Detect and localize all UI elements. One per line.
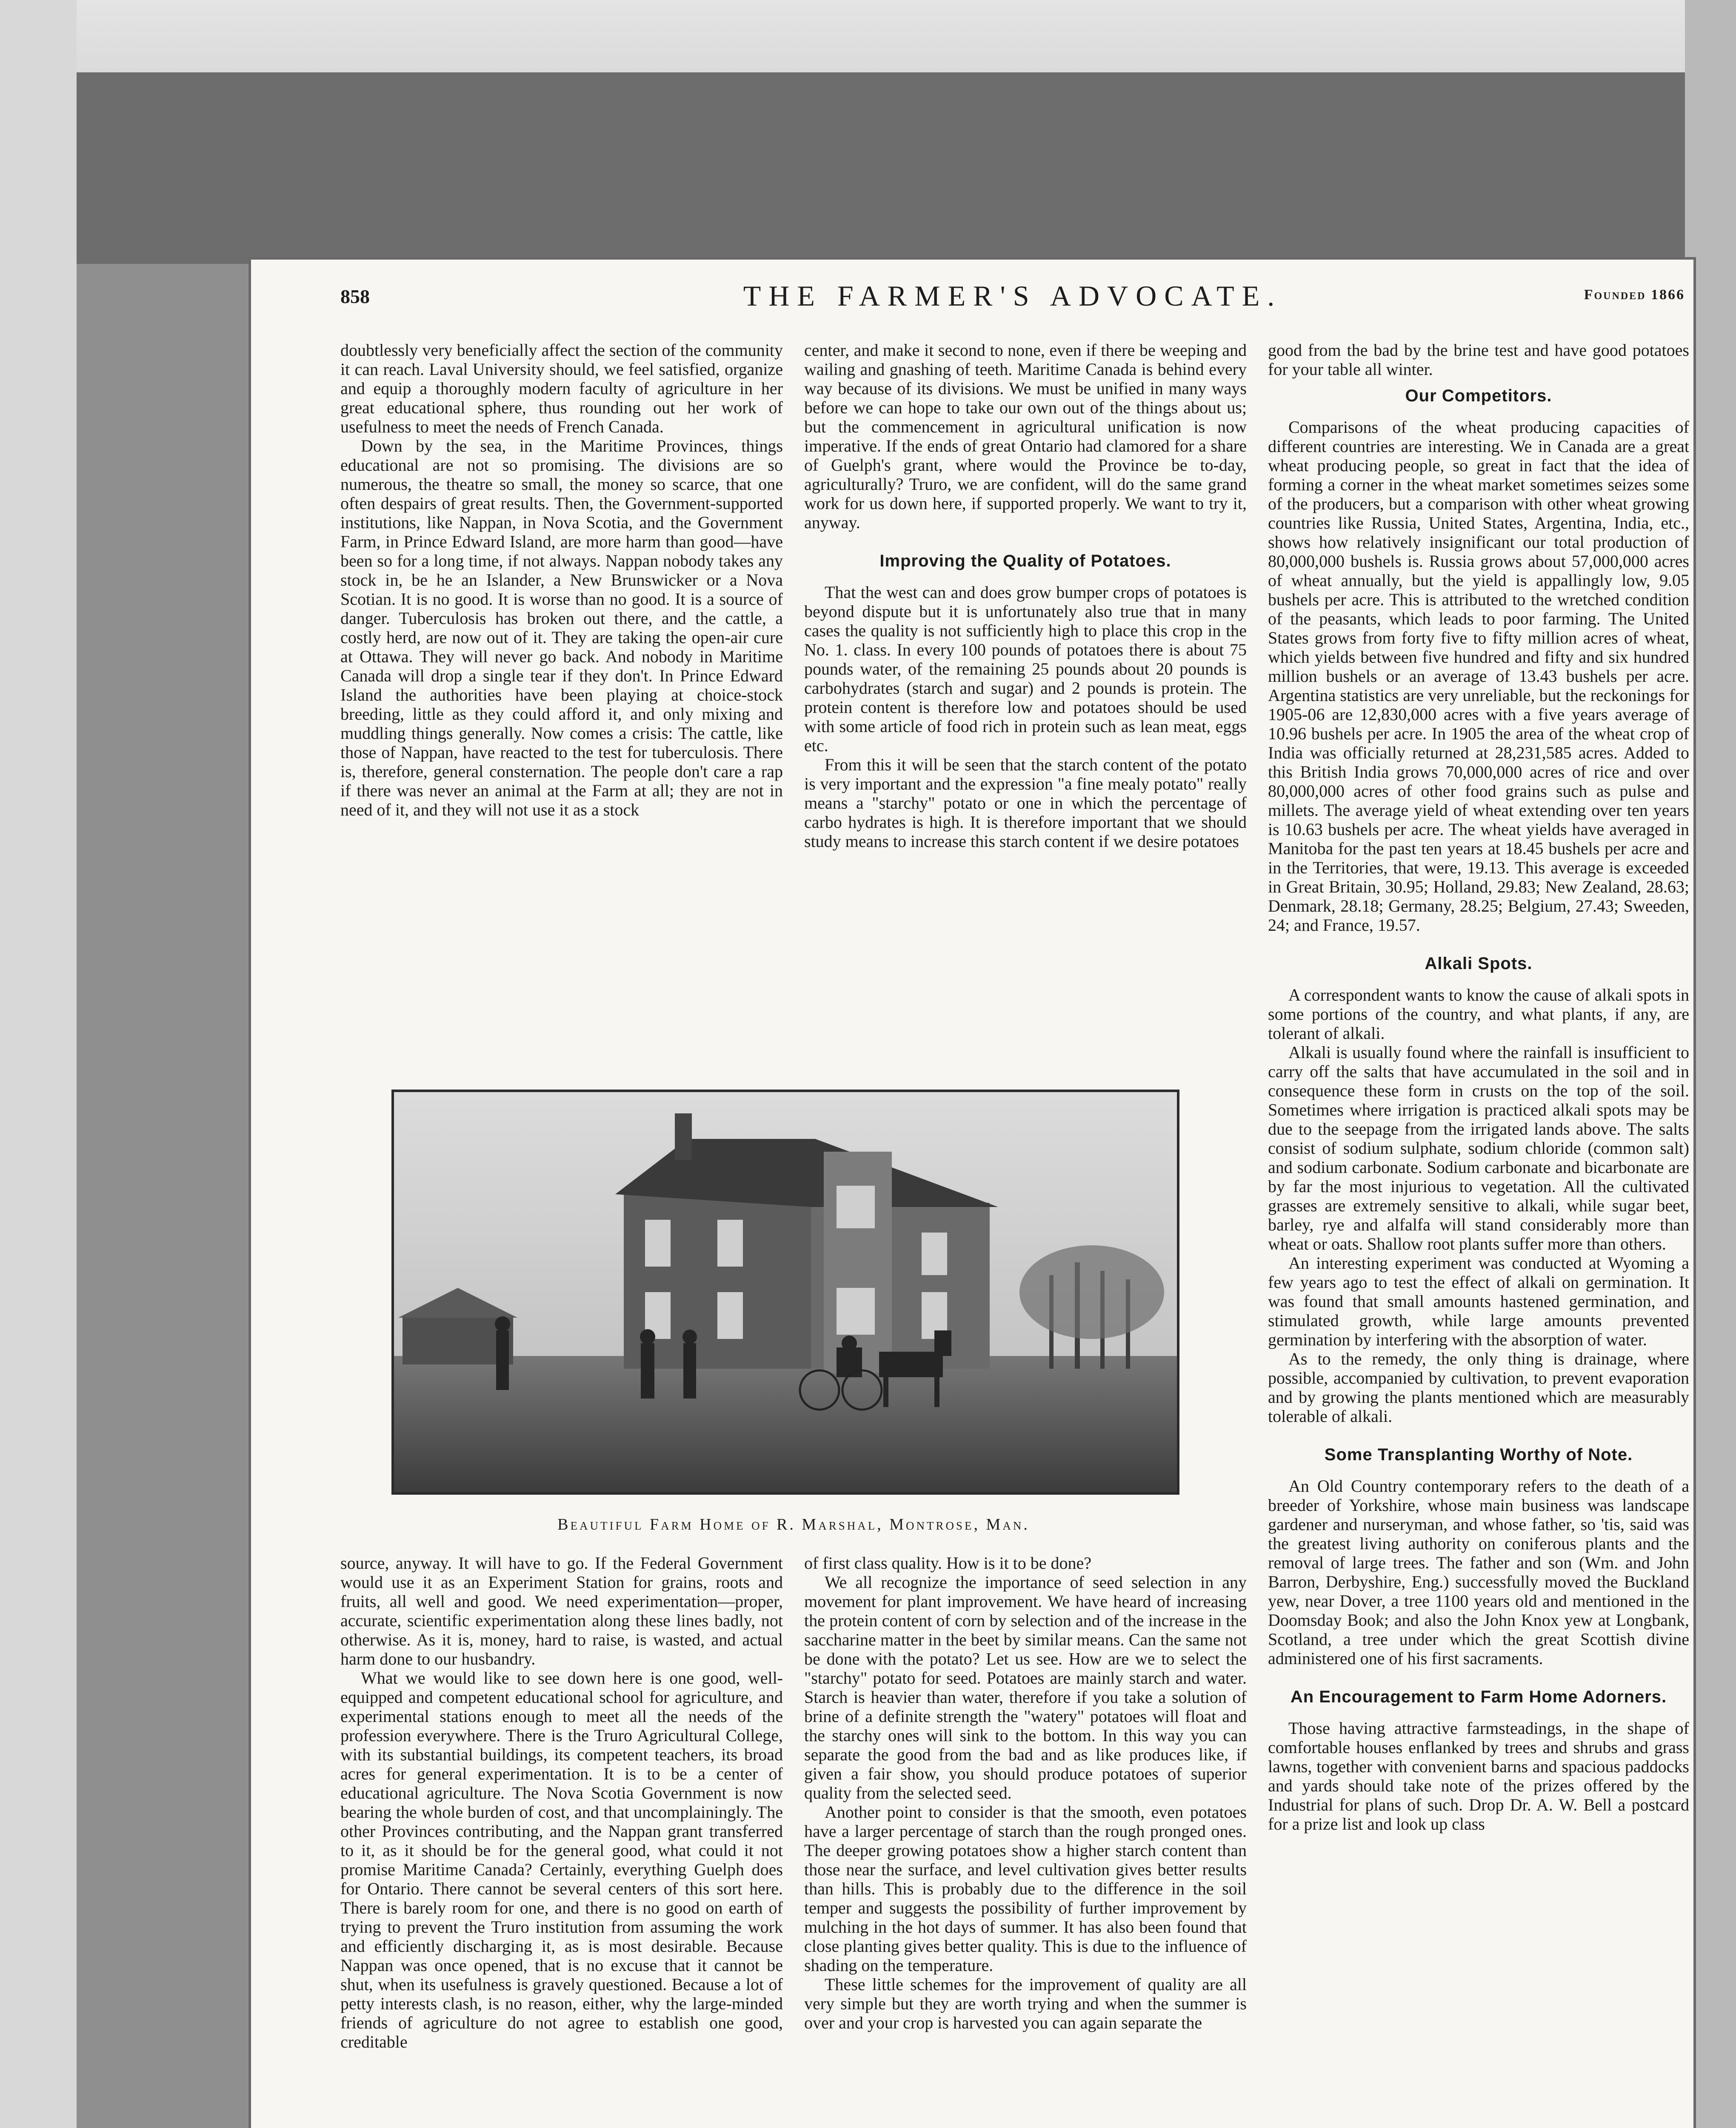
page-header (340, 280, 1685, 332)
column-1-top (340, 340, 783, 1081)
paragraph: An Old Country contemporary refers to the death of a breeder of Yorkshire, whose main business was landscape gardener and nurseryman, and whose father, so 'tis, said was the greatest living authority on coniferous plants and the removal of large trees. The father and son (Wm. and John Barron, Derbyshire, Eng.) successfully moved the Buckland yew, near Dover, a tree 1100 years old and mentioned in the Doomsday Book; and also the John Knox yew at Longbank, Scotland, a tree under which the great Scottish divine administered one of his first sacraments. (1268, 1476, 1689, 1668)
paragraph: An interesting experiment was conducted at Wyoming a few years ago to test the effect of alkali on germination. It was found that small amounts hastened germination, and stimulated growth, while large amounts prevented germination by interfering with the absorption of water. (1268, 1253, 1689, 1349)
page-number: 858 (340, 286, 370, 307)
article-heading-encouragement: An Encouragement to Farm Home Adorners. (1290, 1688, 1667, 1706)
farm-home-photo (391, 1090, 1179, 1495)
paragraph: Alkali is usually found where the rainfall is insufficient to carry off the salts that have accumulated in the soil and in consequence these form in crusts on the top of the soil. Sometimes where irrigation is practiced alkali spots may be due to the seepage from the irrigated lands above. The salts consist of sodium sulphate, sodium chloride (common salt) and sodium carbonate. Sodium carbonate and bicarbonate are by far the most injurious to vegetation. All the cultivated grasses are extremely sensitive to alkali, while sugar beet, barley, rye and alfalfa will stand considerably more than wheat or oats. Shallow root plants suffer more than others. (1268, 1043, 1689, 1253)
farm-home-photo-illustration (394, 1092, 1177, 1492)
paragraph: What we would like to see down here is one good, well-equipped and competent educational school for agriculture, and experimental stations enough to meet all the needs of the profession everywhere. There is the Truro Agricultural College, with its substantial buildings, its competent teachers, its broad acres for general experimentation. It is to be a center of educational agriculture. The Nova Scotia Government is now bearing the whole burden of cost, and that uncomplainingly. The other Provinces contributing, and the Nappan grant transferred to it, as it should be for the general good, what could it not promise Maritime Canada? Certainly, everything Guelph does for Ontario. There cannot be several centers of this sort here. There is barely room for one, and there is no good on earth of trying to prevent the Truro institution from assuming the work and efficiently discharging it, as is most desirable. Because Nappan was once opened, that is no excuse that it cannot be shut, when its usefulness is gravely questioned. Because a lot of petty interests clash, is no reason, either, why the large-minded friends of agriculture do not agree to establish one good, creditable (340, 1668, 783, 2051)
paragraph: We all recognize the importance of seed selection in any movement for plant improvement. We have heard of increasing the protein content of corn by selection and of the increase in the saccharine matter in the beet by similar means. Can the same not be done with the potato? Let us see. How are we to select the "starchy" potato for seed. Potatoes are mainly starch and water. Starch is heavier than water, therefore if you take a solution of brine of a definite strength the "watery" potatoes will float and the starchy ones will sink to the bottom. In this way you can separate the good from the bad and as like produces like, if given a fair show, you should produce potatoes of superior quality from the selected seed. (804, 1573, 1247, 1802)
paragraph: That the west can and does grow bumper crops of potatoes is beyond dispute but it is unfortunately also true that in many cases the quality is not sufficiently high to place this crop in the No. 1. class. In every 100 pounds of potatoes there is about 75 pounds water, of the remaining 25 pounds about 20 pounds is carbohydrates (starch and sugar) and 2 pounds is protein. The protein content is therefore low and potatoes should be used with some article of food rich in protein such as lean meat, eggs etc. (804, 583, 1247, 755)
paragraph: As to the remedy, the only thing is drainage, where possible, accompanied by cultivation, to prevent evaporation and by growing the plants mentioned which are measurably tolerable of alkali. (1268, 1349, 1689, 1426)
column-2-bottom (804, 1553, 1247, 2128)
article-heading-potatoes: Improving the Quality of Potatoes. (879, 552, 1171, 570)
founded-label: Founded 1866 (1584, 287, 1685, 303)
paragraph: center, and make it second to none, even if there be weeping and wailing and gnashing of teeth. Maritime Canada is behind every way because of its divisions. We must be unified in many ways before we can hope to take our own out of the things about us; but the commencement in agricultural unification is now imperative. If the ends of great Ontario had clamored for a share of Guelph's grant, where would the Province be to-day, agriculturally? Truro, we are confident, will do the same grand work for us down here, if supported properly. We want to try it, anyway. (804, 340, 1247, 532)
paragraph: Another point to consider is that the smooth, even potatoes have a larger percentage of starch than the rough pronged ones. The deeper growing potatoes show a higher starch content than those near the surface, and level cultivation gives better results than hills. This is probably due to the difference in the soil temper and suggests the possibility of further improvement by mulching in the hot days of summer. It has also been found that close planting gives better quality. This is due to the influence of shading on the temperature. (804, 1802, 1247, 1975)
column-3 (1268, 340, 1689, 2128)
newspaper-page (251, 260, 1693, 2128)
paragraph: Down by the sea, in the Maritime Provinces, things educational are not so promising. The divisions are so numerous, the theatre so small, the money so scarce, that one often despairs of great results. Then, the Government-supported institutions, like Nappan, in Nova Scotia, and the Government Farm, in Prince Edward Island, are more harm than good—have been so for a long time, if not always. Nappan nobody takes any stock in, be he an Islander, a New Brunswicker or a Nova Scotian. It is no good. It is worse than no good. It is a source of danger. Tuberculosis has broken out there, and the cattle, a costly herd, are now out of it. They are taking the open-air cure at Ottawa. They will never go back. And nobody in Maritime Canada will drop a single tear if they don't. In Prince Edward Island the authorities have been playing at choice-stock breeding, little as they could afford it, and only mixing and muddling things generally. Now comes a crisis: The cattle, like those of Nappan, have reacted to the test for tuberculosis. There is, therefore, general consternation. The people don't care a rap if there was never an animal at the Farm at all; they are not in need of it, and they will not use it as a stock (340, 436, 783, 819)
paragraph: A correspondent wants to know the cause of alkali spots in some portions of the country, and what plants, if any, are tolerant of alkali. (1268, 985, 1689, 1043)
paragraph: Those having attractive farmsteadings, in the shape of comfortable houses enflanked by trees and shrubs and grass lawns, together with convenient barns and spacious paddocks and yards should take note of the prizes offered by the Industrial for plans of such. Drop Dr. A. W. Bell a postcard for a prize list and look up class (1268, 1719, 1689, 1833)
paragraph: doubtlessly very beneficially affect the section of the community it can reach. Laval University should, we feel satisfied, organize and equip a thoroughly modern faculty of agriculture in her great educational sphere, thus rounding out her work of usefulness to meet the needs of French Canada. (340, 340, 783, 436)
photo-caption: Beautiful Farm Home of R. Marshal, Montrose, Man. (557, 1516, 1030, 1533)
paragraph: source, anyway. It will have to go. If the Federal Government would use it as an Experiment Station for grains, roots and fruits, all well and good. We need experimentation—proper, accurate, scientific experimentation along these lines badly, not otherwise. As it is, money, hard to raise, is wasted, and actual harm done to our husbandry. (340, 1553, 783, 1668)
paragraph: good from the bad by the brine test and have good potatoes for your table all winter. (1268, 340, 1689, 379)
column-1-bottom (340, 1553, 783, 2128)
scan-shadow-band (77, 72, 1736, 264)
column-2-top (804, 340, 1247, 1081)
article-heading-competitors: Our Competitors. (1405, 386, 1552, 405)
paragraph: These little schemes for the improvement of quality are all very simple but they are worth trying and when the summer is over and your crop is harvested you can again separate the (804, 1975, 1247, 2032)
paragraph: From this it will be seen that the starch content of the potato is very important and the expression "a fine mealy potato" really means a "starchy" potato or one in which the percentage of carbo hydrates is high. It is therefore important that we should study means to increase this starch content if we desire potatoes (804, 755, 1247, 851)
article-heading-transplanting: Some Transplanting Worthy of Note. (1324, 1445, 1633, 1464)
paragraph: Comparisons of the wheat producing capacities of different countries are interesting. We in Canada are a great wheat producing people, so great in fact that the idea of forming a corner in the wheat market sometimes seizes some of the producers, but a comparison with other wheat growing countries like Russia, United States, Argentina, India, etc., shows how relatively insignificant our total production of 80,000,000 bushels is. Russia grows about 57,000,000 acres of wheat annually, but the yield is appallingly low, 9.05 bushels per acre. This is attributed to the wretched condition of the peasants, which leads to poor farming. The United States grows from forty five to fifty million acres of wheat, which yields between five hundred and fifty and six hundred million bushels or an average of 13.43 bushels per acre. Argentina statistics are very unreliable, but the reckonings for 1905-06 are 12,830,000 acres with a five years average of 10.96 bushels per acre. In 1905 the area of the wheat crop of India was officially returned at 28,231,585 acres. Added to this British India grows 70,000,000 acres of rice and over 80,000,000 acres of other food grains such as pulse and millets. The average yield of wheat extending over ten years is 10.63 bushels per acre. The wheat yields have averaged in Manitoba for the past ten years at 18.45 bushels per acre and in the Territories, that were, 19.13. This average is exceeded in Great Britain, 30.95; Holland, 29.83; New Zealand, 28.63; Denmark, 28.18; Germany, 28.25; Belgium, 27.43; Sweeden, 24; and France, 19.57. (1268, 418, 1689, 935)
masthead-title: THE FARMER'S ADVOCATE. (743, 280, 1282, 312)
scan-background-left (0, 0, 77, 2128)
article-heading-alkali: Alkali Spots. (1425, 954, 1533, 973)
paragraph: of first class quality. How is it to be done? (804, 1553, 1092, 1573)
